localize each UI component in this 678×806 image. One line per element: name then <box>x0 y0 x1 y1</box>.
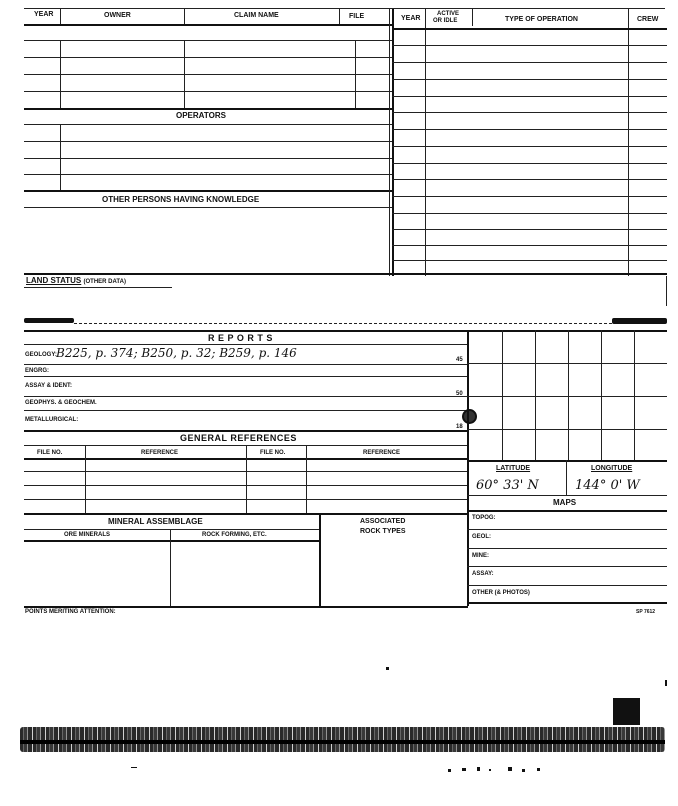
rule <box>24 124 392 125</box>
header-active-line1: ACTIVE <box>437 11 460 17</box>
reports-heading: R E P O R T S <box>208 333 273 343</box>
header-active-line2: OR IDLE <box>433 18 458 24</box>
operators-heading: OPERATORS <box>176 111 226 120</box>
rule <box>392 245 667 246</box>
rule <box>566 460 567 495</box>
rule <box>24 91 392 92</box>
gr-file-no-1: FILE NO. <box>37 450 63 456</box>
rule <box>467 495 667 496</box>
rule <box>24 190 392 192</box>
associated-line2: ROCK TYPES <box>360 528 406 535</box>
mineral-assemblage-heading: MINERAL ASSEMBLAGE <box>108 517 203 526</box>
associated-line1: ASSOCIATED <box>360 518 406 525</box>
geology-code: 45 <box>456 357 463 363</box>
punch-hole <box>462 409 477 424</box>
scan-speck <box>386 667 389 670</box>
scan-speck <box>522 769 525 772</box>
rule <box>24 430 468 432</box>
maps-topog: TOPOG: <box>472 515 496 521</box>
rule <box>184 8 185 24</box>
latitude-label: LATITUDE <box>496 465 531 472</box>
maps-heading: MAPS <box>553 498 577 507</box>
scan-speck <box>489 769 491 771</box>
rule <box>467 510 667 512</box>
rule <box>568 330 569 460</box>
rule <box>392 229 667 230</box>
points-meriting-attention: POINTS MERITING ATTENTION: <box>25 609 116 615</box>
rule <box>392 163 667 164</box>
rule <box>535 330 536 460</box>
scan-speck <box>537 768 540 771</box>
header-year: YEAR <box>34 11 54 18</box>
rule <box>601 330 602 460</box>
rule <box>24 8 392 9</box>
rule <box>392 45 667 46</box>
rule <box>467 529 667 530</box>
rule <box>85 445 86 513</box>
rule <box>389 8 390 276</box>
land-status-title: LAND STATUS <box>26 276 82 285</box>
land-status-label <box>26 277 126 285</box>
rule <box>392 146 667 147</box>
other-persons-heading: OTHER PERSONS HAVING KNOWLEDGE <box>102 195 260 204</box>
rule <box>24 158 392 159</box>
scan-speck <box>131 767 137 768</box>
header-crew: CREW <box>637 16 659 23</box>
geology-value: B225, p. 374; B250, p. 32; B259, p. 146 <box>56 346 297 360</box>
rule <box>666 276 667 306</box>
header-file: FILE <box>349 13 365 20</box>
rule <box>634 330 635 460</box>
rule <box>184 40 185 108</box>
rule <box>392 179 667 180</box>
rule <box>392 196 667 197</box>
rule <box>467 460 667 462</box>
rule <box>339 8 340 24</box>
rule <box>24 344 468 345</box>
rule <box>60 124 61 190</box>
rule <box>24 207 392 208</box>
rule <box>467 585 667 586</box>
longitude-value: 144° 0' W <box>575 478 640 493</box>
gr-reference-1: REFERENCE <box>141 450 179 456</box>
geology-label: GEOLOGY: <box>25 352 57 358</box>
rule <box>74 323 612 324</box>
scan-speck <box>448 769 451 772</box>
general-references-heading: GENERAL REFERENCES <box>180 433 297 443</box>
rule <box>392 62 667 63</box>
rule <box>24 410 468 411</box>
ore-minerals-header: ORE MINERALS <box>64 532 111 538</box>
land-status-sub: (OTHER DATA) <box>83 279 126 285</box>
rule <box>24 141 392 142</box>
rule <box>467 363 667 364</box>
maps-assay: ASSAY: <box>472 571 494 577</box>
header-owner: OWNER <box>104 12 131 19</box>
rule <box>24 24 392 26</box>
maps-mine: MINE: <box>472 553 489 559</box>
rule <box>392 112 667 113</box>
rule <box>467 429 667 430</box>
rule <box>467 396 667 397</box>
scan-speck <box>462 768 466 771</box>
rule <box>24 540 319 542</box>
rule <box>24 513 468 515</box>
rule <box>24 330 667 332</box>
header-ops-year: YEAR <box>401 15 421 22</box>
rule <box>24 74 392 75</box>
rule <box>170 529 171 606</box>
engrg-label: ENGRG: <box>25 368 49 374</box>
maps-geol: GEOL: <box>472 534 491 540</box>
rule <box>60 8 61 24</box>
maps-other: OTHER (& PHOTOS) <box>472 590 530 596</box>
gr-reference-2: REFERENCE <box>363 450 401 456</box>
rock-forming-header: ROCK FORMING, ETC. <box>202 532 267 538</box>
rule <box>392 260 667 261</box>
rule <box>355 40 356 108</box>
rule <box>24 287 172 288</box>
assay-code: 50 <box>456 391 463 397</box>
metallurgical-code: 18 <box>456 424 463 430</box>
longitude-label: LONGITUDE <box>591 465 633 472</box>
rule <box>60 40 61 108</box>
rule <box>24 108 392 110</box>
rule <box>392 8 665 9</box>
rule <box>24 57 392 58</box>
rule <box>246 445 247 513</box>
scan-mark <box>24 318 74 323</box>
header-type-operation: TYPE OF OPERATION <box>505 16 578 23</box>
rule <box>467 566 667 567</box>
rule <box>24 606 468 608</box>
rule <box>392 8 394 276</box>
metallurgical-label: METALLURGICAL: <box>25 417 79 423</box>
rule <box>392 28 667 30</box>
rule <box>24 529 319 530</box>
latitude-value: 60° 33' N <box>476 478 539 493</box>
rule <box>24 364 468 365</box>
registration-mark <box>613 698 640 725</box>
gr-file-no-2: FILE NO. <box>260 450 286 456</box>
form-number: SP 7612 <box>636 609 656 615</box>
rule <box>502 330 503 460</box>
rule <box>24 396 468 397</box>
rule <box>24 174 392 175</box>
rule <box>467 548 667 549</box>
scan-speck <box>508 767 512 771</box>
scan-speck <box>665 680 667 686</box>
rule <box>392 213 667 214</box>
header-claim-name: CLAIM NAME <box>234 12 279 19</box>
rule <box>24 40 392 41</box>
scan-mark <box>612 318 667 324</box>
rule <box>425 8 426 276</box>
scan-speck <box>477 767 480 771</box>
geophys-label: GEOPHYS. & GEOCHEM. <box>25 400 97 406</box>
rule <box>628 8 629 276</box>
rule <box>319 513 321 606</box>
assay-label: ASSAY & IDENT: <box>25 383 73 389</box>
rule <box>392 129 667 130</box>
rule <box>24 273 667 275</box>
rule <box>467 330 469 606</box>
rule <box>306 445 307 513</box>
rule <box>24 376 468 377</box>
rule <box>472 8 473 26</box>
rule <box>392 96 667 97</box>
rule <box>392 79 667 80</box>
scan-artifact-band <box>20 740 665 744</box>
rule <box>467 602 667 604</box>
